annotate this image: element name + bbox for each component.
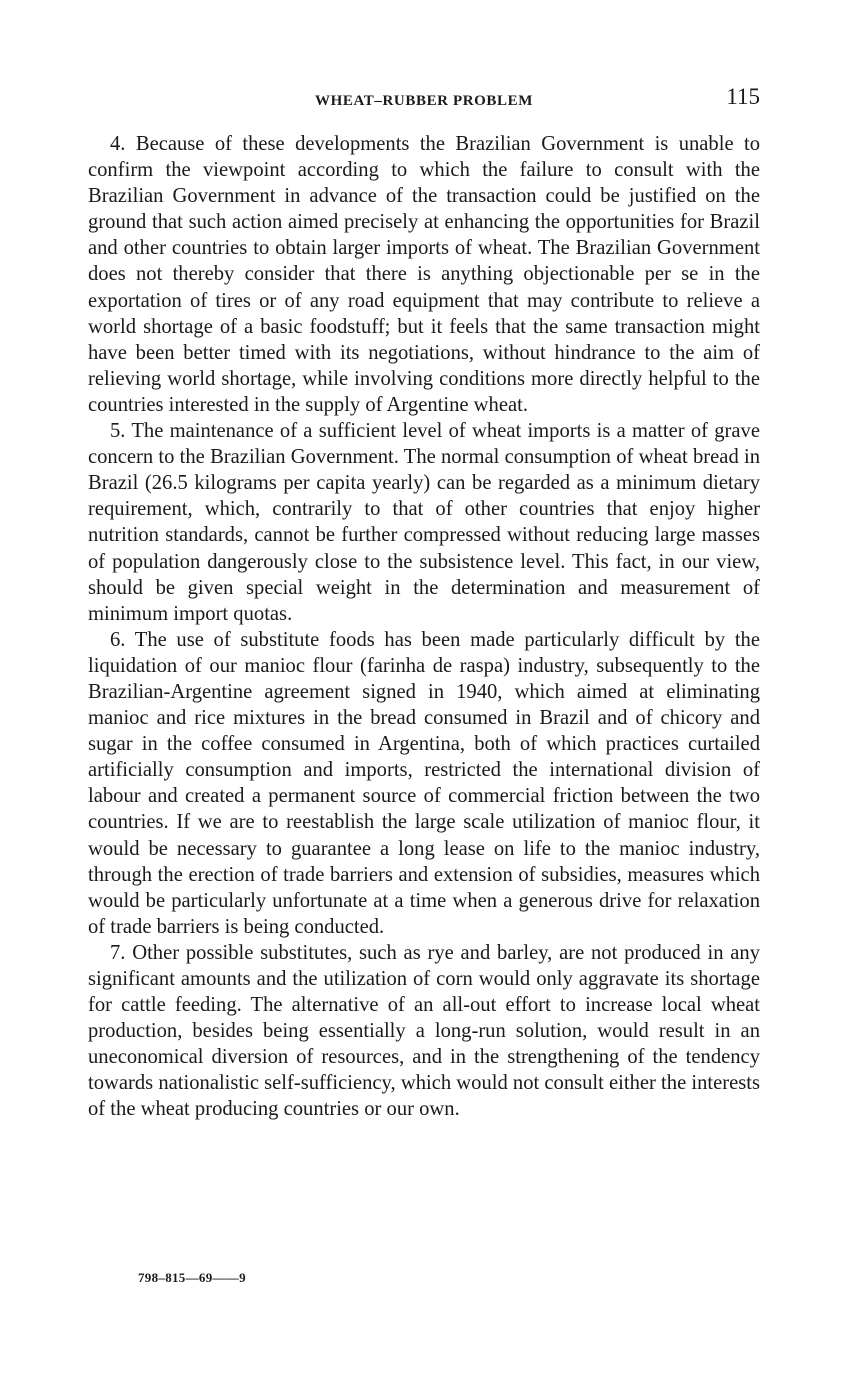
page-number: 115 xyxy=(726,84,760,109)
body-text xyxy=(88,131,760,1123)
running-title: WHEAT–RUBBER PROBLEM xyxy=(315,93,533,109)
paragraph-7: 7. Other possible substitutes, such as rye and barley, are not produced in any significant amounts and the utilization of corn would only aggravate its shortage for cattle feeding. The alternative of an all-out effort to increase local wheat production, besides being essentially a long-run solution, would result in an uneconomical diversion of resources, and in the strengthening of the tendency towards nationalistic self-sufficiency, which would not consult either the interests of the wheat producing countries or our own. xyxy=(88,941,760,1121)
page-header xyxy=(88,84,760,114)
paragraph-4: 4. Because of these developments the Brazilian Government is unable to confirm the viewpoint according to which the failure to consult with the Brazilian Government in advance of the transaction could be justified on the ground that such action aimed precisely at enhancing the opportunities for Brazil and other countries to obtain larger imports of wheat. The Brazilian Government does not thereby consider that there is anything objectionable per se in the exportation of tires or of any road equipment that may contribute to relieve a world shortage of a basic foodstuff; but it feels that the same transaction might have been better timed with its negotiations, without hindrance to the aim of relieving world shortage, while involving conditions more directly helpful to the countries interested in the supply of Argentine wheat. xyxy=(88,133,760,416)
paragraph-5: 5. The maintenance of a sufficient level of wheat imports is a matter of grave concern to the Brazilian Government. The normal consumption of wheat bread in Brazil (26.5 kilograms per capita yearly) can be regarded as a minimum dietary requirement, which, contrarily to that of other countries that enjoy higher nutrition standards, cannot be further compressed without reducing large masses of population dangerously close to the subsistence level. This fact, in our view, should be given special weight in the determination and measurement of minimum import quotas. xyxy=(88,420,760,625)
paragraph-6: 6. The use of substitute foods has been made particularly difficult by the liquidation of our manioc flour (farinha de raspa) industry, subsequently to the Brazilian-Argentine agreement signed in 1940, which aimed at eliminating manioc and rice mixtures in the bread consumed in Brazil and of chicory and sugar in the coffee consumed in Argentina, both of which practices curtailed artificially consumption and imports, restricted the international division of labour and created a permanent source of commercial friction between the two countries. If we are to reestablish the large scale utilization of manioc flour, it would be necessary to guarantee a long lease on life to the manioc industry, through the erection of trade barriers and extension of subsidies, measures which would be particularly unfortunate at a time when a generous drive for relaxation of trade barriers is being conducted. xyxy=(88,628,760,938)
printer-signature-code: 798–815—69——9 xyxy=(138,1270,246,1285)
